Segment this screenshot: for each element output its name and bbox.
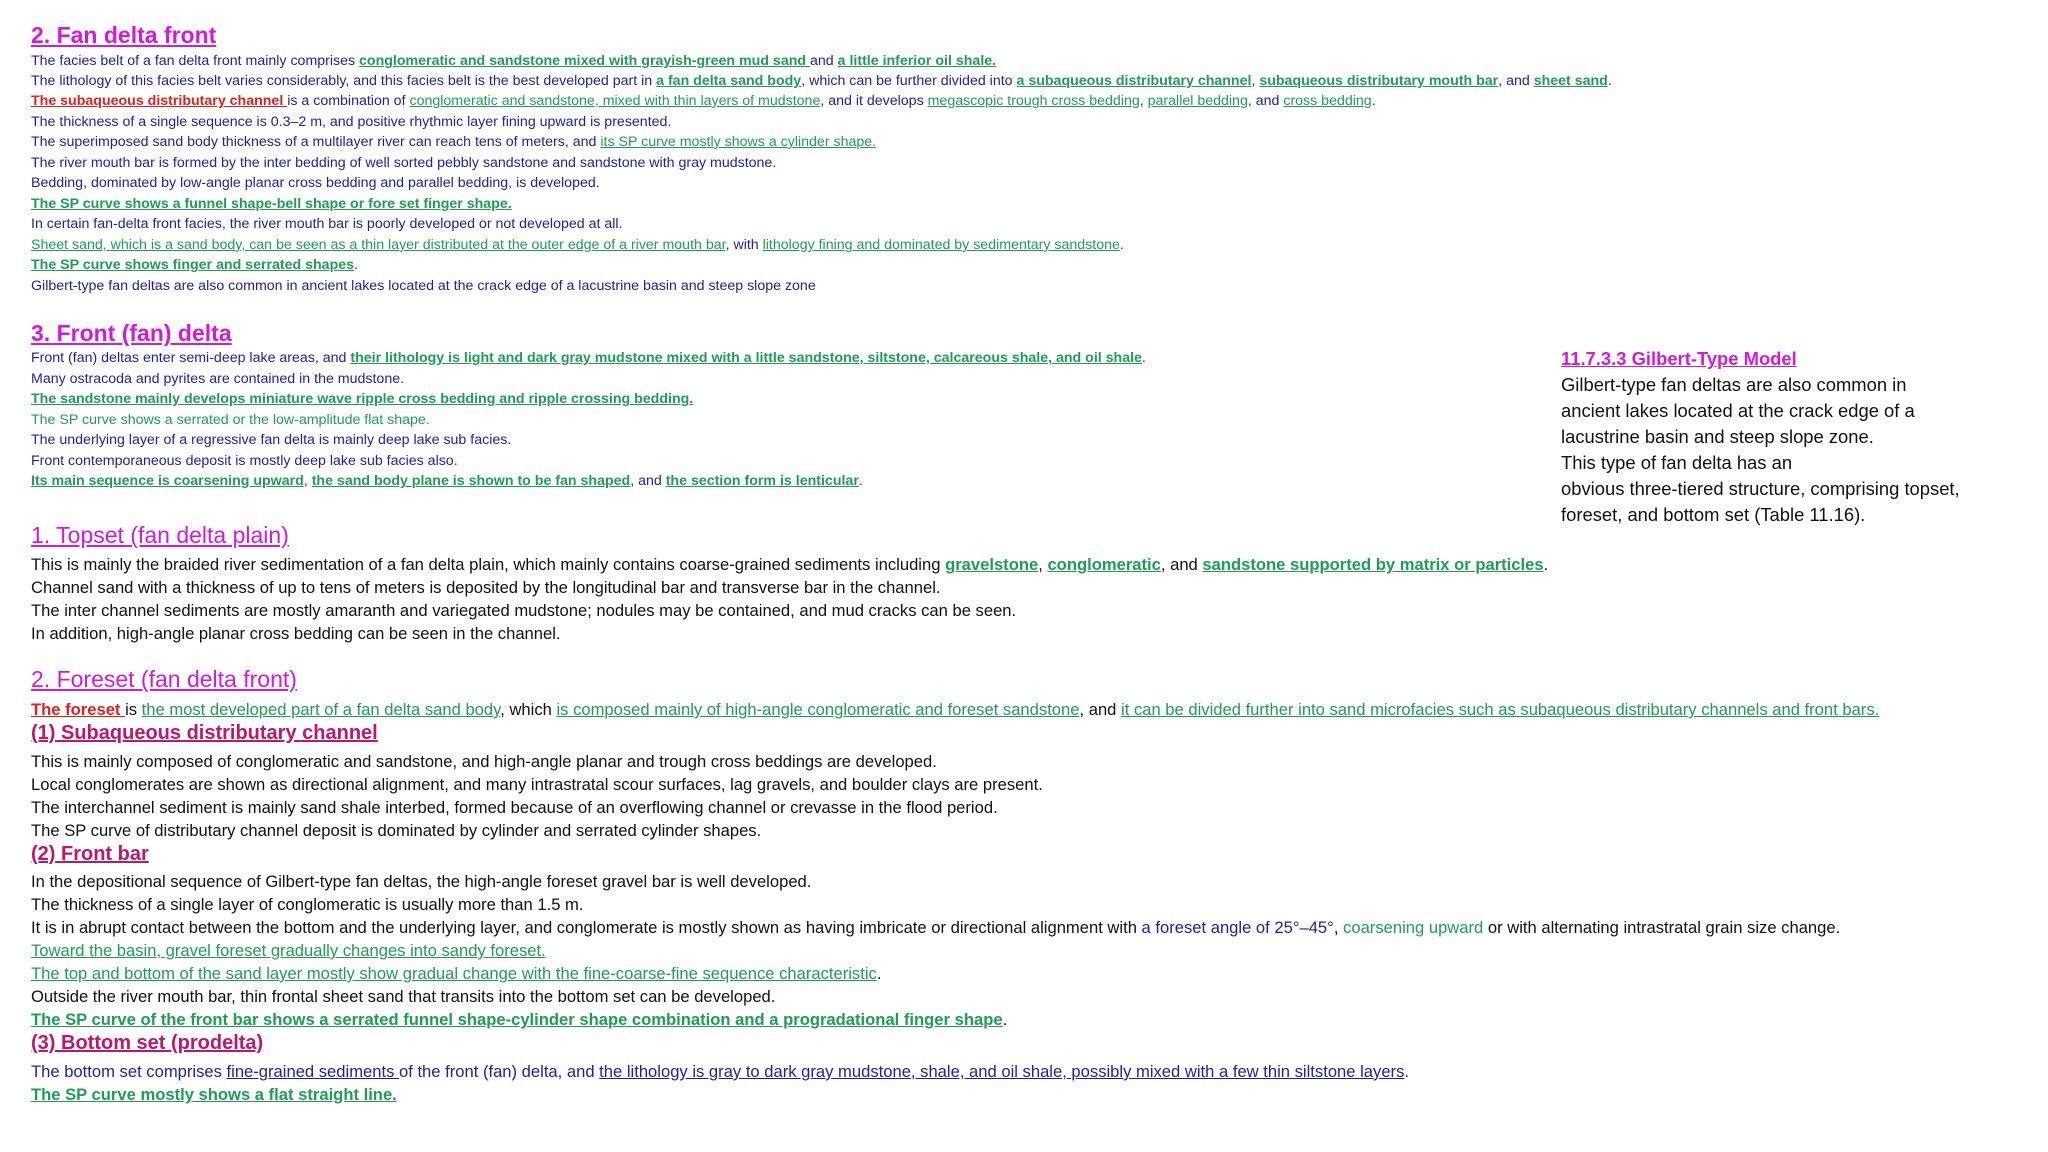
text-span: The superimposed sand body thickness of a multilayer river can reach tens of meters, and bbox=[31, 134, 601, 150]
text-line: The thickness of a single sequence is 0.3–2 m, and positive rhythmic layer fining upward is presented. bbox=[31, 114, 672, 130]
text-line bbox=[31, 134, 876, 150]
text-span: , bbox=[1139, 93, 1148, 109]
text-line: The inter channel sediments are mostly amaranth and variegated mudstone; nodules may be contained, and mud cracks can be seen. bbox=[31, 601, 1017, 620]
text-span: . bbox=[354, 257, 358, 273]
highlight-span: conglomeratic and sandstone, mixed with thin layers of mudstone bbox=[409, 93, 821, 109]
text-line bbox=[31, 257, 358, 273]
highlight-span: parallel bedding bbox=[1147, 93, 1248, 109]
text-span: , and bbox=[1247, 93, 1284, 109]
blue-span: a foreset angle of 25°–45° bbox=[1141, 918, 1334, 937]
text-line: The SP curve shows a funnel shape-bell shape or fore set finger shape. bbox=[31, 196, 512, 212]
text-line bbox=[31, 918, 1840, 937]
highlight-span: The SP curve of the front bar shows a serrated funnel shape-cylinder shape combination and a progradational finger shape bbox=[31, 1010, 1003, 1029]
text-span: . bbox=[1119, 237, 1124, 253]
highlight-span: their lithology is light and dark gray mudstone mixed with a little sandstone, siltstone, calcareous shale, and oil shale bbox=[350, 350, 1142, 366]
text-line: In certain fan-delta front facies, the river mouth bar is poorly developed or not developed at all. bbox=[31, 216, 623, 232]
highlight-span: a subaqueous distributary channel bbox=[1016, 73, 1252, 89]
text-line bbox=[31, 350, 1146, 366]
highlight-span: sandstone supported by matrix or particles bbox=[1202, 555, 1544, 574]
text-line: The SP curve mostly shows a flat straight line. bbox=[31, 1085, 397, 1104]
text-span: is a combination of bbox=[287, 93, 410, 109]
text-line: Gilbert-type fan deltas are also common in ancient lakes located at the crack edge of a lacustrine basin and steep slope zone bbox=[31, 278, 816, 294]
highlight-span: the section form is lenticular bbox=[665, 473, 859, 489]
text-span: The facies belt of a fan delta front mainly comprises bbox=[31, 53, 360, 69]
heading-foreset: 2. Foreset (fan delta front) bbox=[31, 666, 297, 692]
text-line: The underlying layer of a regressive fan delta is mainly deep lake sub facies. bbox=[31, 432, 512, 448]
text-span: or with alternating intrastratal grain size change. bbox=[1483, 918, 1841, 937]
sidebar-line: foreset, and bottom set (Table 11.16). bbox=[1561, 504, 1866, 525]
text-span: , bbox=[1333, 918, 1344, 937]
text-line: The interchannel sediment is mainly sand shale interbed, formed because of an overflowing channel or crevasse in the flood period. bbox=[31, 798, 998, 817]
highlight-span: Its main sequence is coarsening upward bbox=[31, 473, 304, 489]
highlight-span: its SP curve mostly shows a cylinder shape. bbox=[600, 134, 877, 150]
highlight-span: gravelstone bbox=[945, 555, 1039, 574]
text-span: , with bbox=[725, 237, 763, 253]
text-span: It is in abrupt contact between the bottom and the underlying layer, and conglomerate is mostly shown as having imbricate or directional alignment with bbox=[31, 918, 1142, 937]
underlined-span: the lithology is gray to dark gray mudstone, shale, and oil shale, possibly mixed with a few thin siltstone layers bbox=[599, 1062, 1405, 1081]
text-span: . bbox=[1404, 1062, 1409, 1081]
text-line: Front contemporaneous deposit is mostly deep lake sub facies also. bbox=[31, 453, 458, 469]
text-span: , bbox=[1038, 555, 1048, 574]
highlight-span: lithology fining and dominated by sedimentary sandstone bbox=[762, 237, 1120, 253]
text-line: This is mainly composed of conglomeratic and sandstone, and high-angle planar and trough cross beddings are developed. bbox=[31, 752, 937, 771]
text-line: In the depositional sequence of Gilbert-type fan deltas, the high-angle foreset gravel bar is well developed. bbox=[31, 872, 812, 891]
text-line: Bedding, dominated by low-angle planar cross bedding and parallel bedding, is developed. bbox=[31, 175, 600, 191]
highlight-span: it can be divided further into sand microfacies such as subaqueous distributary channels and front bars. bbox=[1121, 700, 1880, 719]
highlight-span: subaqueous distributary mouth bar bbox=[1259, 73, 1499, 89]
text-line: In addition, high-angle planar cross bedding can be seen in the channel. bbox=[31, 624, 561, 643]
text-span: , which bbox=[500, 700, 557, 719]
text-line bbox=[31, 53, 996, 69]
text-line: Local conglomerates are shown as directional alignment, and many intrastratal scour surfaces, lag gravels, and boulder clays are present. bbox=[31, 775, 1043, 794]
text-span: , and bbox=[1079, 700, 1122, 719]
sidebar-gilbert-model bbox=[1561, 346, 2031, 528]
text-span: The lithology of this facies belt varies considerably, and this facies belt is the best developed part in bbox=[31, 73, 657, 89]
highlight-span: The SP curve shows finger and serrated shapes bbox=[31, 257, 355, 273]
text-line: Toward the basin, gravel foreset gradually changes into sandy foreset. bbox=[31, 941, 546, 960]
sidebar-line: obvious three-tiered structure, comprising topset, bbox=[1561, 478, 1960, 499]
text-line bbox=[31, 93, 1376, 109]
highlight-span: conglomeratic and sandstone mixed with grayish-green mud sand bbox=[359, 53, 810, 69]
text-span: . bbox=[1002, 1010, 1008, 1029]
highlight-span: cross bedding bbox=[1283, 93, 1372, 109]
text-line: Channel sand with a thickness of up to tens of meters is deposited by the longitudinal bar and transverse bar in the channel. bbox=[31, 578, 941, 597]
sidebar-line: Gilbert-type fan deltas are also common in bbox=[1561, 374, 1907, 395]
text-span: , which can be further divided into bbox=[801, 73, 1017, 89]
text-span: , and bbox=[630, 473, 666, 489]
text-line bbox=[31, 237, 1124, 253]
highlight-span: The top and bottom of the sand layer mostly show gradual change with the fine-coarse-fine sequence characteristic bbox=[31, 964, 877, 983]
highlight-span: is composed mainly of high-angle conglomeratic and foreset sandstone bbox=[556, 700, 1080, 719]
subheading-subaqueous-channel: (1) Subaqueous distributary channel bbox=[31, 722, 378, 744]
text-span: , and bbox=[1498, 73, 1534, 89]
highlight-span: a little inferior oil shale. bbox=[837, 53, 997, 69]
highlight-span: megascopic trough cross bedding bbox=[927, 93, 1140, 109]
text-line bbox=[31, 1010, 1007, 1029]
text-span: and bbox=[810, 53, 838, 69]
heading-front-fan-delta: 3. Front (fan) delta bbox=[31, 320, 232, 346]
highlight-span: Sheet sand, which is a sand body, can be seen as a thin layer distributed at the outer edge of a river mouth bar bbox=[31, 237, 726, 253]
red-highlight-span: The subaqueous distributary channel bbox=[31, 93, 288, 109]
text-span: . bbox=[858, 473, 863, 489]
subheading-bottom-set: (3) Bottom set (prodelta) bbox=[31, 1032, 264, 1054]
sidebar-line: lacustrine basin and steep slope zone. bbox=[1561, 426, 1874, 447]
red-highlight-span: The foreset bbox=[31, 700, 126, 719]
text-span: Front (fan) deltas enter semi-deep lake areas, and bbox=[31, 350, 351, 366]
text-line bbox=[31, 1062, 1409, 1081]
text-span: . bbox=[1607, 73, 1612, 89]
highlight-span: a fan delta sand body bbox=[656, 73, 802, 89]
text-line bbox=[31, 73, 1612, 89]
text-line: The river mouth bar is formed by the inter bedding of well sorted pebbly sandstone and sandstone with gray mudstone. bbox=[31, 155, 777, 171]
text-span: . bbox=[876, 964, 882, 983]
highlight-span: the most developed part of a fan delta sand body bbox=[141, 700, 501, 719]
text-line bbox=[31, 964, 881, 983]
text-line bbox=[31, 473, 863, 489]
sidebar-line: This type of fan delta has an bbox=[1561, 452, 1793, 473]
sidebar-title: 11.7.3.3 Gilbert-Type Model bbox=[1561, 348, 1797, 369]
text-span: This is mainly the braided river sedimentation of a fan delta plain, which mainly contains coarse-grained sediments including bbox=[31, 555, 946, 574]
text-span: The bottom set comprises bbox=[31, 1062, 227, 1081]
text-span: . bbox=[1141, 350, 1146, 366]
highlight-span: conglomeratic bbox=[1047, 555, 1161, 574]
text-span: , bbox=[1251, 73, 1260, 89]
text-line: The sandstone mainly develops miniature wave ripple cross bedding and ripple crossing bedding. bbox=[31, 391, 694, 407]
text-span: , and bbox=[1160, 555, 1203, 574]
text-span: . bbox=[1371, 93, 1376, 109]
heading-fan-delta-front: 2. Fan delta front bbox=[31, 22, 217, 48]
highlight-span: sheet sand bbox=[1533, 73, 1608, 89]
heading-topset: 1. Topset (fan delta plain) bbox=[31, 522, 289, 548]
text-span: , bbox=[303, 473, 312, 489]
text-line bbox=[31, 555, 1548, 574]
text-span: , and it develops bbox=[820, 93, 928, 109]
text-line: Outside the river mouth bar, thin frontal sheet sand that transits into the bottom set can be developed. bbox=[31, 987, 776, 1006]
text-line: Many ostracoda and pyrites are contained in the mudstone. bbox=[31, 371, 405, 387]
highlight-span: the sand body plane is shown to be fan shaped bbox=[311, 473, 631, 489]
text-span: . bbox=[1543, 555, 1549, 574]
text-line: The SP curve shows a serrated or the low-amplitude flat shape. bbox=[31, 412, 430, 428]
text-line: The thickness of a single layer of conglomeratic is usually more than 1.5 m. bbox=[31, 895, 584, 914]
green-span: coarsening upward bbox=[1343, 918, 1484, 937]
text-span: of the front (fan) delta, and bbox=[399, 1062, 600, 1081]
underlined-span: fine-grained sediments bbox=[226, 1062, 399, 1081]
subheading-front-bar: (2) Front bar bbox=[31, 843, 149, 865]
text-line bbox=[31, 700, 1879, 719]
text-span: is bbox=[125, 700, 142, 719]
text-line: The SP curve of distributary channel deposit is dominated by cylinder and serrated cylinder shapes. bbox=[31, 821, 762, 840]
sidebar-line: ancient lakes located at the crack edge of a bbox=[1561, 400, 1915, 421]
